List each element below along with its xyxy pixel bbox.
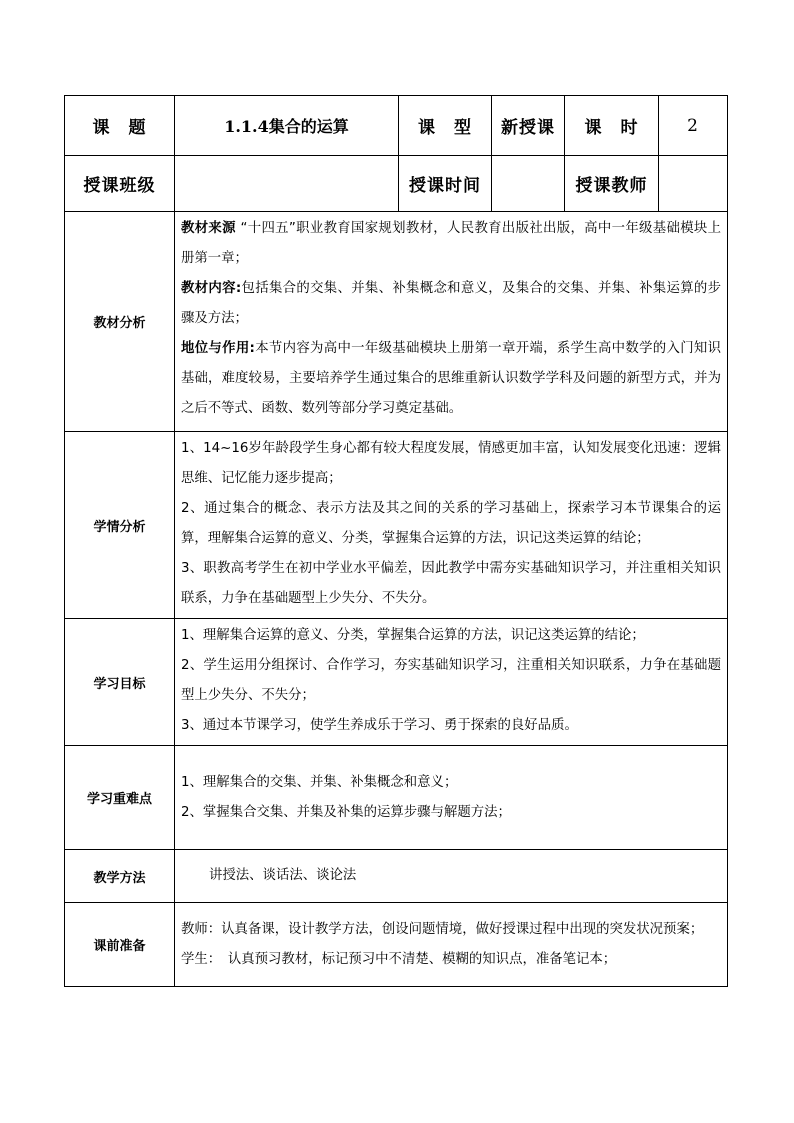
period-value: 2: [659, 96, 728, 156]
period-label: 课 时: [565, 96, 659, 156]
textbook-position: [181, 334, 721, 424]
textbook-source-label: 教材来源: [181, 221, 236, 236]
time-label: 授课时间: [399, 156, 492, 212]
type-label: 课 型: [399, 96, 492, 156]
key-points-label: 学习重难点: [65, 746, 175, 850]
student-analysis-row: [65, 432, 728, 619]
preparation-content: [175, 903, 728, 987]
preparation-teacher: 教师：认真备课，设计教学方法，创设问题情境，做好授课过程中出现的突发状况预案；: [181, 921, 704, 937]
teacher-value: [659, 156, 728, 212]
topic-label: 课 题: [65, 96, 175, 156]
learning-goals-content: [175, 619, 728, 746]
header-row-2: [65, 156, 728, 212]
textbook-content-text: 包括集合的交集、并集、补集概念和意义，及集合的交集、并集、补集运算的步骤及方法；: [181, 281, 722, 326]
textbook-source-text: “十四五”职业教育国家规划教材，人民教育出版社出版，高中一年级基础模块上册第一章；: [181, 221, 722, 266]
learning-goal-item: 1、理解集合运算的意义、分类，掌握集合运算的方法，识记这类运算的结论；: [181, 628, 645, 643]
student-analysis-label: 学情分析: [65, 432, 175, 619]
key-points-row: [65, 746, 728, 850]
key-points-content: [175, 746, 728, 850]
time-value: [492, 156, 565, 212]
textbook-analysis-content: [175, 212, 728, 432]
student-analysis-content: [175, 432, 728, 619]
learning-goals-row: [65, 619, 728, 746]
type-value: 新授课: [492, 96, 565, 156]
learning-goal-item: 3、通过本节课学习，使学生养成乐于学习、勇于探索的良好品质。: [181, 718, 578, 733]
textbook-content: [181, 274, 721, 334]
student-analysis-item: 3、职教高考学生在初中学业水平偏差，因此教学中需夯实基础知识学习，并注重相关知识联系，力争在基础题型上少失分、不失分。: [181, 561, 721, 606]
preparation-student: 学生： 认真预习教材，标记预习中不清楚、模糊的知识点，准备笔记本；: [181, 951, 617, 967]
student-analysis-item: 1、14~16岁年龄段学生身心都有较大程度发展，情感更加丰富，认知发展变化迅速：逻辑思维、记忆能力逐步提高；: [181, 441, 721, 486]
preparation-row: [65, 903, 728, 987]
topic-value: 1.1.4集合的运算: [175, 96, 399, 156]
learning-goals-label: 学习目标: [65, 619, 175, 746]
textbook-source: [181, 214, 721, 274]
teacher-label: 授课教师: [565, 156, 659, 212]
textbook-analysis-row: [65, 212, 728, 432]
class-label: 授课班级: [65, 156, 175, 212]
teaching-methods-row: [65, 850, 728, 903]
textbook-position-label: 地位与作用:: [181, 341, 255, 356]
lesson-plan-table: [64, 95, 728, 987]
key-point-item: 2、掌握集合交集、并集及补集的运算步骤与解题方法；: [181, 804, 511, 820]
teaching-methods-text: 讲授法、谈话法、谈论法: [175, 850, 728, 903]
learning-goal-item: 2、学生运用分组探讨、合作学习，夯实基础知识学习，注重相关知识联系，力争在基础题型上少失分、不失分；: [181, 658, 721, 703]
header-row-1: [65, 96, 728, 156]
student-analysis-item: 2、通过集合的概念、表示方法及其之间的关系的学习基础上，探索学习本节课集合的运算，理解集合运算的意义、分类，掌握集合运算的方法，识记这类运算的结论；: [181, 501, 721, 546]
key-point-item: 1、理解集合的交集、并集、补集概念和意义；: [181, 774, 458, 790]
preparation-label: 课前准备: [65, 903, 175, 987]
textbook-analysis-label: 教材分析: [65, 212, 175, 432]
class-value: [175, 156, 399, 212]
textbook-content-label: 教材内容:: [181, 281, 242, 296]
textbook-position-text: 本节内容为高中一年级基础模块上册第一章开端，系学生高中数学的入门知识基础，难度较易，主要培养学生通过集合的思维重新认识数学学科及问题的新型方式，并为之后不等式、函数、数列等部分学习奠定基础。: [181, 341, 722, 416]
teaching-methods-label: 教学方法: [65, 850, 175, 903]
